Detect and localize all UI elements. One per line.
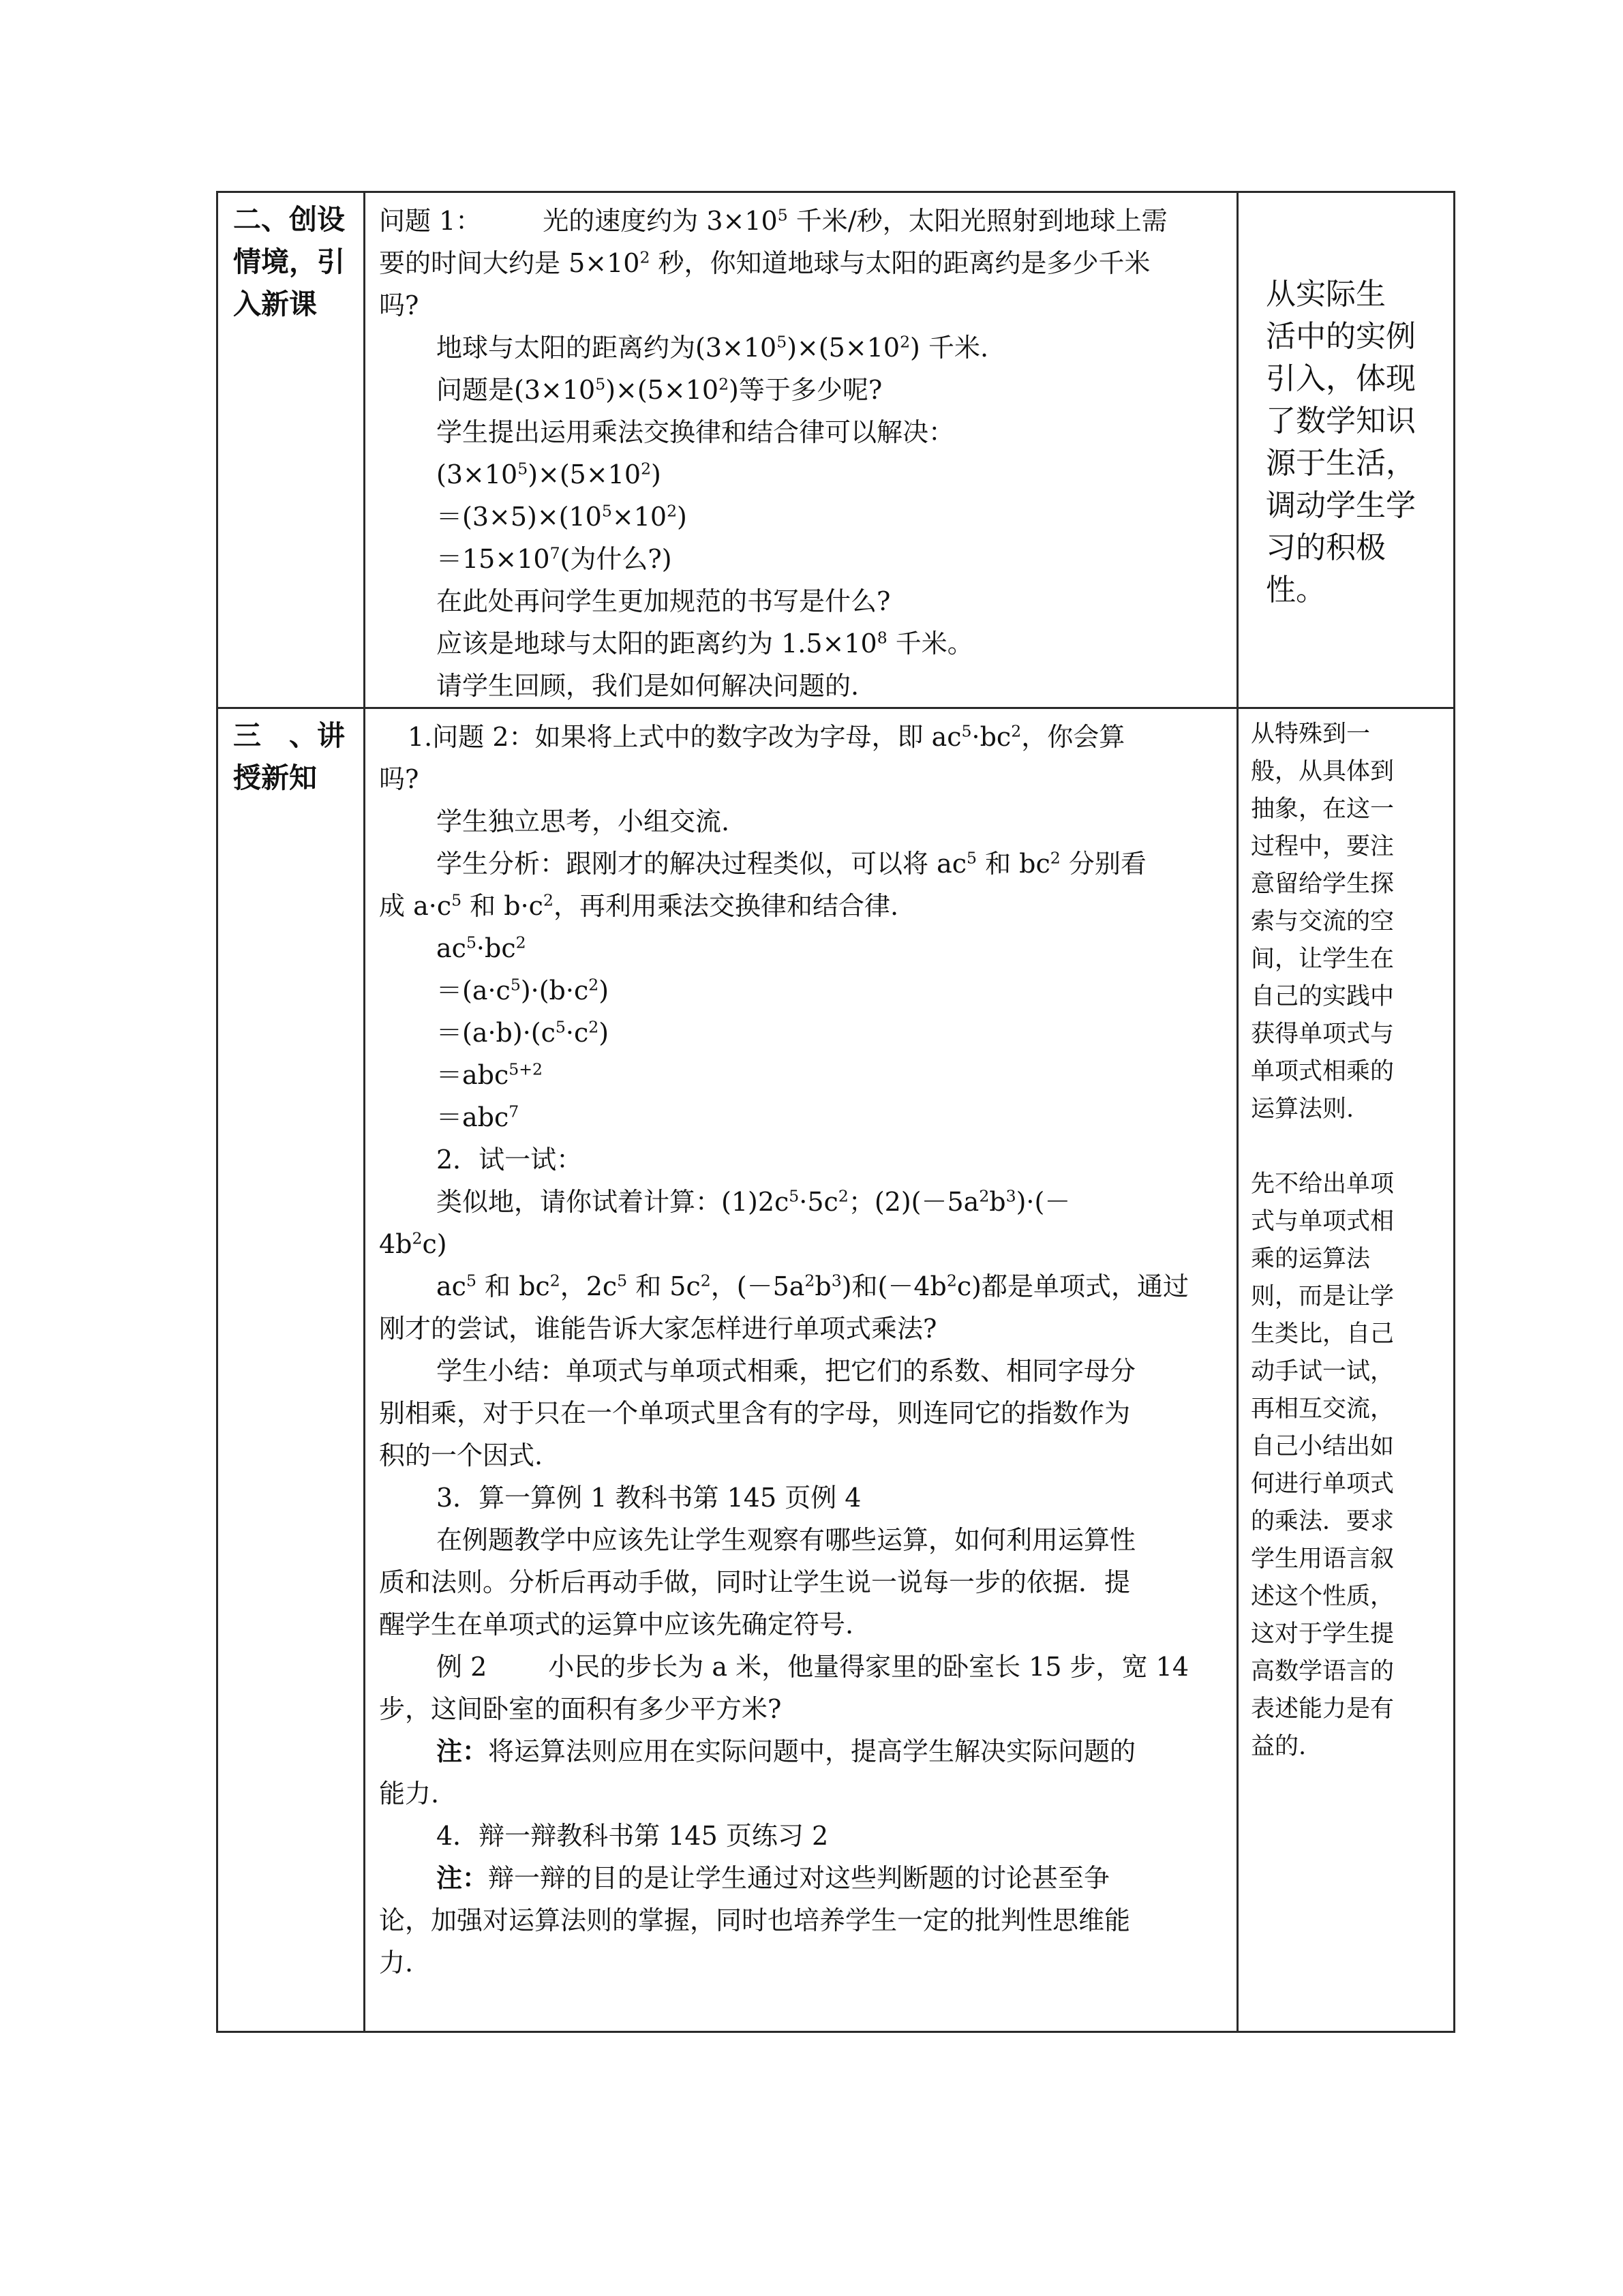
text-line: 1.问题 2：如果将上式中的数字改为字母，即 $ac^5\cdot bc^2$，你会算 (408, 721, 1125, 752)
text-line: $ac^5$ 和 $bc^2$，$2c^5$ 和 $5c^2$，$(-5a^2b^3)$和$(-4b^2c)$都是单项式，通过 (436, 1271, 1189, 1301)
section-content (365, 709, 1237, 1984)
design-note (1239, 709, 1453, 1766)
formula-line: ＝abc$^{5+2}$ (436, 1059, 543, 1090)
text-line: 注：将运算法则应用在实际问题中，提高学生解决实际问题的 (436, 1736, 1136, 1766)
text-line: 学生分析：跟刚才的解决过程类似，可以将 $ac^5$ 和 $bc^2$ 分别看 (436, 848, 1147, 879)
text-line: 论，加强对运算法则的掌握，同时也培养学生一定的批判性思维能 (379, 1905, 1131, 1935)
note-line: 从实际生 (1266, 277, 1386, 312)
note-line: 则，而是让学 (1251, 1283, 1395, 1310)
note-cell (1238, 192, 1455, 708)
text-line: 在此处再问学生更加规范的书写是什么? (436, 586, 891, 616)
table-row (217, 708, 1455, 2032)
note-line: 从特殊到一 (1251, 721, 1371, 748)
formula-line: ＝abc$^7$ (436, 1102, 519, 1132)
text-line: 别相乘，对于只在一个单项式里含有的字母，则连同它的指数作为 (379, 1398, 1131, 1428)
note-line: 这对于学生提 (1251, 1620, 1395, 1648)
label-line: 三 、讲 (233, 719, 345, 752)
note-line: 活中的实例 (1266, 319, 1416, 354)
label-line: 授新知 (233, 761, 317, 794)
section-label-cell (217, 192, 365, 708)
formula-line: $(3\times 10^5)\times(5\times 10^2)$ (436, 459, 661, 489)
note-line: 再相互交流， (1251, 1395, 1395, 1423)
text-line: 例 2 小民的步长为 a 米，他量得家里的卧室长 15 步，宽 14 (436, 1652, 1189, 1682)
formula-line: $=(a\cdot b)\cdot(c^5\cdot c^2)$ (436, 1017, 609, 1048)
design-note (1239, 193, 1453, 611)
text-line: 问题是$(3\times 10^5)\times(5\times 10^2)$等于多少呢? (436, 374, 883, 405)
note-line: 抽象，在这一 (1251, 796, 1395, 823)
note-line: 自己小结出如 (1251, 1433, 1395, 1460)
text-line: 吗? (379, 290, 419, 320)
text-line: 3．算一算例 1 教科书第 145 页例 4 (436, 1483, 862, 1513)
section-content (365, 193, 1237, 707)
formula-line: $=(a\cdot c^5)\cdot(b\cdot c^2)$ (436, 975, 609, 1006)
text-line: 在例题教学中应该先让学生观察有哪些运算，如何利用运算性 (436, 1525, 1136, 1555)
note-line: 的乘法．要求 (1251, 1508, 1395, 1535)
note-spacer (1251, 1128, 1444, 1166)
note-line: 动手试一试， (1251, 1358, 1395, 1385)
note-line: 学生用语言叙 (1251, 1545, 1395, 1573)
note-line: 先不给出单项 (1251, 1170, 1395, 1198)
section-label (218, 709, 363, 799)
text-line: 4．辩一辩教科书第 145 页练习 2 (436, 1821, 829, 1851)
note-line: 述这个性质， (1251, 1583, 1395, 1610)
text-line: 积的一个因式. (379, 1440, 543, 1470)
text-line: 问题 1： 光的速度约为 $3\times 10^5$ 千米/秒，太阳光照射到地球上需 (379, 205, 1168, 236)
note-line: 何进行单项式 (1251, 1470, 1395, 1498)
text-line: 步，这间卧室的面积有多少平方米? (379, 1694, 782, 1724)
formula-line: $=15\times 10^7$(为什么?) (436, 543, 672, 574)
text-line: 学生提出运用乘法交换律和结合律可以解决： (436, 417, 955, 447)
note-line: 性。 (1266, 573, 1326, 607)
text-line: 能力. (379, 1779, 440, 1809)
note-line: 源于生活， (1266, 446, 1416, 481)
note-line: 过程中，要注 (1251, 833, 1395, 860)
label-line: 情境，引 (233, 245, 345, 278)
text-line: 地球与太阳的距离约为$(3\times 10^5)\times(5\times 10^2)$ 千米. (436, 332, 989, 363)
text-line: $4b^2c$) (379, 1228, 447, 1259)
note-line: 益的. (1251, 1733, 1307, 1760)
text-line: 应该是地球与太阳的距离约为 $1.5\times 10^8$ 千米。 (436, 628, 973, 659)
table-row (217, 192, 1455, 708)
label-line: 二、创设 (233, 203, 345, 236)
text-line: 质和法则。分析后再动手做，同时让学生说一说每一步的依据．提 (379, 1567, 1131, 1597)
text-line: 刚才的尝试，谁能告诉大家怎样进行单项式乘法? (379, 1314, 937, 1344)
content-cell (365, 708, 1238, 2032)
text-line: 要的时间大约是 $5\times 10^2$ 秒，你知道地球与太阳的距离约是多少千米 (379, 247, 1151, 278)
text-line: 请学生回顾，我们是如何解决问题的. (436, 671, 860, 701)
note-line: 了数学知识 (1266, 404, 1416, 438)
note-line: 索与交流的空 (1251, 908, 1395, 935)
note-line: 式与单项式相 (1251, 1208, 1395, 1235)
formula-line: $=(3\times 5)\times(10^5\times 10^2)$ (436, 501, 687, 532)
text-line: 学生小结：单项式与单项式相乘，把它们的系数、相同字母分 (436, 1356, 1136, 1386)
note-line: 生类比，自己 (1251, 1320, 1395, 1348)
text-line: 吗? (379, 764, 419, 794)
note-line: 意留给学生探 (1251, 871, 1395, 898)
note-line: 习的积极 (1266, 530, 1386, 565)
label-line: 入新课 (233, 288, 317, 320)
text-line: 2．试一试： (436, 1145, 583, 1175)
text-line: 类似地，请你试着计算：$(1)2c^5\cdot 5c^2$；$(2)(-5a^2b^3)\cdot(-$ (436, 1186, 1071, 1217)
content-cell (365, 192, 1238, 708)
section-label (218, 193, 363, 325)
text-line: 注：辩一辩的目的是让学生通过对这些判断题的讨论甚至争 (436, 1863, 1110, 1893)
note-line: 般，从具体到 (1251, 758, 1395, 785)
note-line: 间，让学生在 (1251, 946, 1395, 973)
note-cell (1238, 708, 1455, 2032)
note-line: 单项式相乘的 (1251, 1058, 1395, 1085)
formula-line: $ac^5\cdot bc^2$ (436, 933, 526, 963)
note-line: 高数学语言的 (1251, 1658, 1395, 1685)
text-line: 学生独立思考，小组交流. (436, 806, 730, 836)
text-line: 醒学生在单项式的运算中应该先确定符号. (379, 1610, 854, 1640)
note-line: 自己的实践中 (1251, 983, 1395, 1010)
note-line: 调动学生学 (1266, 488, 1416, 523)
note-line: 获得单项式与 (1251, 1021, 1395, 1048)
section-label-cell (217, 708, 365, 2032)
text-line: 成 $a\cdot c^5$ 和 $b\cdot c^2$，再利用乘法交换律和结合律. (379, 890, 899, 921)
lesson-plan-table (216, 191, 1455, 2033)
note-line: 引入，体现 (1266, 361, 1416, 396)
note-line: 乘的运算法 (1251, 1245, 1371, 1273)
text-line: 力. (379, 1948, 414, 1978)
note-line: 运算法则. (1251, 1096, 1354, 1123)
note-line: 表述能力是有 (1251, 1695, 1395, 1723)
